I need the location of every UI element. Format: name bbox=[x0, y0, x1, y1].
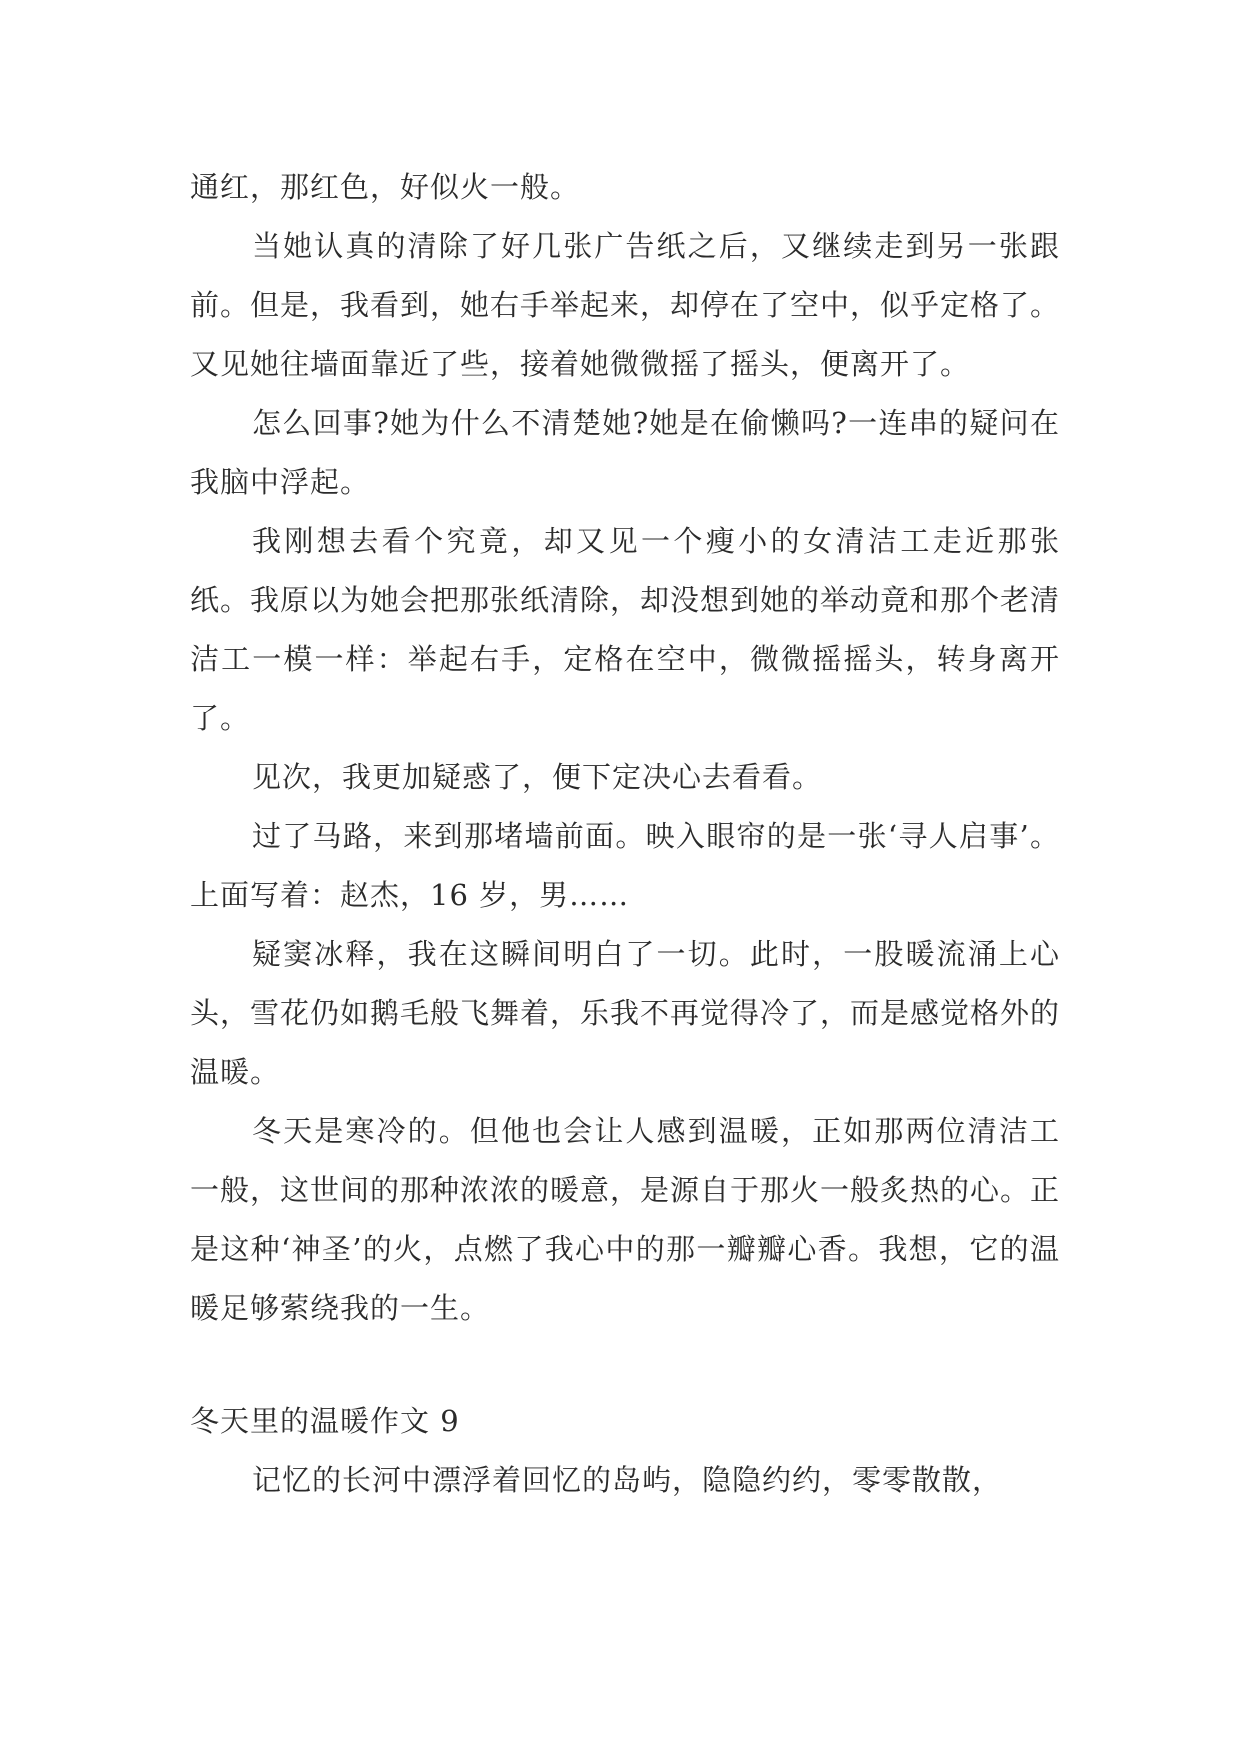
paragraph: 冬天是寒冷的。但他也会让人感到温暖，正如那两位清洁工一般，这世间的那种浓浓的暖意，是源自于那火一般炙热的心。正是这种‘神圣’的火，点燃了我心中的那一瓣瓣心香。我想，它的温暖足够萦绕我的一生。 bbox=[190, 1114, 1061, 1325]
paragraph: 当她认真的清除了好几张广告纸之后，又继续走到另一张跟前。但是，我看到，她右手举起来，却停在了空中，似乎定格了。又见她往墙面靠近了些，接着她微微摇了摇头，便离开了。 bbox=[190, 229, 1061, 381]
paragraph: 通红，那红色，好似火一般。 bbox=[190, 170, 581, 204]
paragraph: 怎么回事?她为什么不清楚她?她是在偷懒吗?一连串的疑问在我脑中浮起。 bbox=[190, 406, 1060, 499]
paragraph: 见次，我更加疑惑了，便下定决心去看看。 bbox=[252, 760, 823, 794]
paragraph: 过了马路，来到那堵墙前面。映入眼帘的是一张‘寻人启事’。上面写着：赵杰，16 岁，男…… bbox=[190, 819, 1060, 912]
paragraph: 我刚想去看个究竟，却又见一个瘦小的女清洁工走近那张纸。我原以为她会把那张纸清除，却没想到她的举动竟和那个老清洁工一模一样：举起右手，定格在空中，微微摇摇头，转身离开了。 bbox=[190, 524, 1061, 735]
section-heading: 冬天里的温暖作文 9 bbox=[190, 1404, 460, 1438]
paragraph: 记忆的长河中漂浮着回忆的岛屿，隐隐约约，零零散散， bbox=[252, 1463, 1003, 1497]
document-body bbox=[190, 158, 1060, 1510]
paragraph: 疑窦冰释，我在这瞬间明白了一切。此时，一股暖流涌上心头，雪花仍如鹅毛般飞舞着，乐我不再觉得冷了，而是感觉格外的温暖。 bbox=[190, 937, 1061, 1089]
